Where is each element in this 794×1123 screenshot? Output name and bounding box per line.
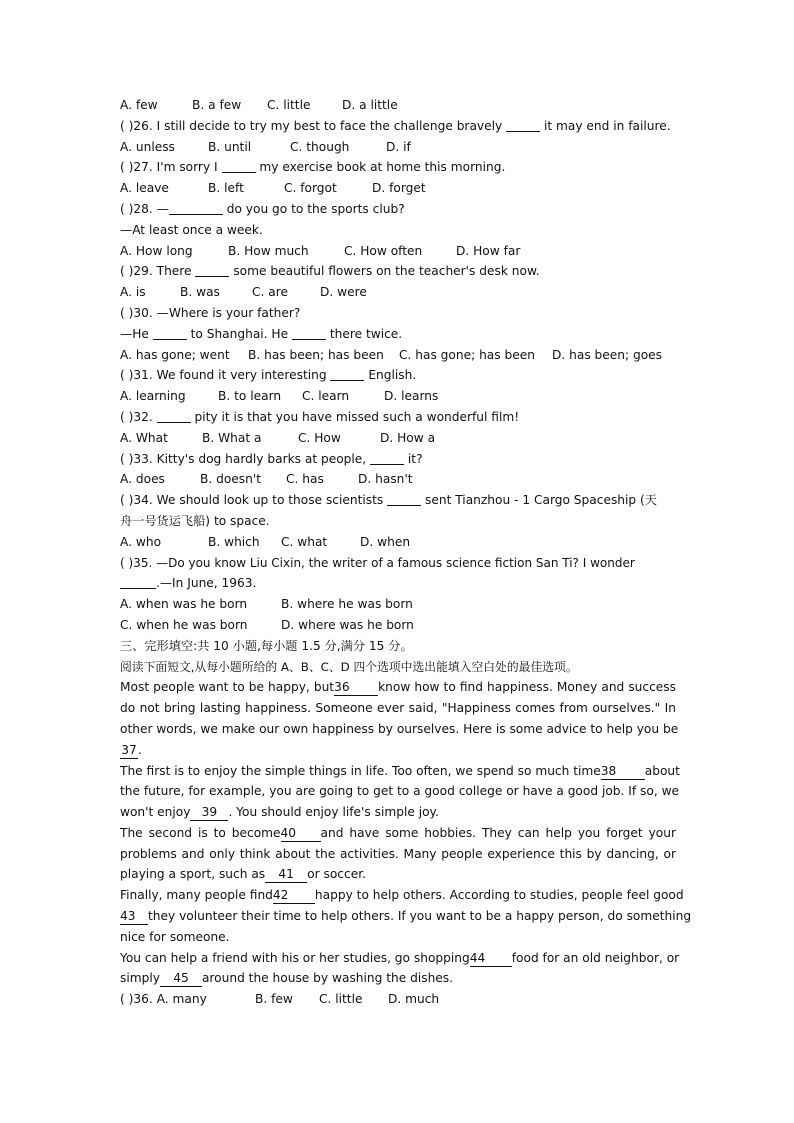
passage-text: won't enjoy bbox=[120, 805, 191, 820]
question-text: ( )31. We found it very interesting bbox=[120, 368, 327, 383]
question-31 bbox=[120, 365, 676, 386]
question-text: it may end in failure. bbox=[543, 118, 671, 133]
passage-text: know how to find happiness. Money and success bbox=[378, 680, 676, 695]
question-26 bbox=[120, 116, 676, 137]
passage-text: food for an old neighbor, or bbox=[511, 950, 680, 965]
blank-37: 37 bbox=[121, 742, 137, 757]
blank-43: 43 bbox=[120, 909, 148, 925]
answer-blank bbox=[387, 491, 421, 506]
answer-blank bbox=[153, 325, 187, 340]
blank-41: 41 bbox=[265, 867, 307, 883]
q27-options bbox=[120, 178, 676, 199]
passage-text: The second is to become bbox=[120, 825, 281, 840]
option-d: D. hasn't bbox=[358, 472, 413, 487]
answer-blank bbox=[120, 574, 156, 589]
option-a: A. when was he born bbox=[120, 597, 248, 612]
option-b: B. few bbox=[255, 992, 293, 1007]
answer-blank bbox=[195, 262, 229, 277]
question-text: —He bbox=[120, 326, 149, 341]
question-28 bbox=[120, 199, 676, 220]
question-text: there twice. bbox=[329, 326, 403, 341]
option-c: C. when he was born bbox=[120, 617, 248, 632]
passage-text: they volunteer their time to help others. If you want to be a happy person, do something bbox=[148, 909, 692, 924]
passage-text: . You should enjoy life's simple joy. bbox=[228, 805, 439, 820]
question-33 bbox=[120, 449, 676, 470]
option-c: C. learn bbox=[302, 389, 350, 404]
blank-45: 45 bbox=[160, 971, 202, 987]
question-text: .—In June, 1963. bbox=[156, 576, 257, 591]
question-36 bbox=[120, 989, 676, 1010]
answer-blank bbox=[169, 200, 223, 215]
question-text: ( )28. — bbox=[120, 201, 169, 216]
option-b: B. left bbox=[208, 181, 244, 196]
option-c: C. little bbox=[319, 992, 363, 1007]
answer-blank bbox=[506, 117, 540, 132]
option-b: B. until bbox=[208, 139, 252, 154]
passage-text: and have some hobbies. They can help you forget your bbox=[320, 825, 676, 840]
option-d: D. forget bbox=[372, 181, 426, 196]
blank-39: 39 bbox=[190, 805, 228, 821]
passage-p3-line2: problems and only think about the activities. Many people experience this by dancing, or bbox=[120, 846, 676, 861]
question-text: English. bbox=[368, 368, 417, 383]
passage-text: simply bbox=[120, 971, 160, 986]
q31-options bbox=[120, 386, 676, 407]
option-a: A. What bbox=[120, 430, 168, 445]
option-b: B. which bbox=[208, 534, 260, 549]
passage-p1-line1 bbox=[120, 677, 676, 698]
passage-p2-line2: the future, for example, you are going to get to a good college or have a good job. If so, we bbox=[120, 784, 680, 799]
passage-text: about bbox=[644, 763, 680, 778]
answer-blank bbox=[157, 408, 191, 423]
passage-p3-line1 bbox=[120, 823, 676, 844]
q34-options bbox=[120, 532, 676, 553]
q35-line2 bbox=[120, 573, 676, 594]
passage-text: . bbox=[138, 742, 142, 757]
q32-options bbox=[120, 428, 676, 449]
question-text: ( )33. Kitty's dog hardly barks at people, bbox=[120, 451, 367, 466]
passage-p1-line2: do not bring lasting happiness. Someone ever said, "Happiness comes from ourselves." In bbox=[120, 701, 676, 716]
q34-line2: 舟一号货运飞船) to space. bbox=[120, 513, 270, 528]
question-text: ( )34. We should look up to those scientists bbox=[120, 493, 384, 508]
q33-options bbox=[120, 469, 676, 490]
section-instruction: 阅读下面短文,从每小题所给的 A、B、C、D 四个选项中选出能填入空白处的最佳选项。 bbox=[120, 659, 578, 674]
passage-text: around the house by washing the dishes. bbox=[201, 971, 454, 986]
passage-p5-line1 bbox=[120, 948, 680, 969]
passage-text: playing a sport, such as bbox=[120, 867, 266, 882]
option-b: B. to learn bbox=[218, 389, 282, 404]
q30-options bbox=[120, 345, 676, 366]
question-text: ( )36. A. many bbox=[120, 992, 207, 1007]
option-d: D. if bbox=[386, 139, 411, 154]
option-b: B. a few bbox=[192, 98, 242, 112]
question-text: some beautiful flowers on the teacher's desk now. bbox=[233, 264, 540, 279]
passage-p4-line2 bbox=[120, 906, 692, 927]
option-c: C. has bbox=[286, 472, 324, 487]
option-b: B. What a bbox=[202, 430, 262, 445]
option-a: A. learning bbox=[120, 389, 186, 404]
blank-44: 44 bbox=[470, 951, 512, 967]
option-d: D. How a bbox=[380, 430, 436, 445]
question-text: to Shanghai. He bbox=[190, 326, 289, 341]
option-b: B. How much bbox=[228, 243, 309, 258]
passage-p2-line1 bbox=[120, 761, 680, 782]
option-a: A. few bbox=[120, 98, 158, 112]
question-text: ( )26. I still decide to try my best to face the challenge bravely bbox=[120, 118, 503, 133]
question-text: sent Tianzhou - 1 Cargo Spaceship (天 bbox=[425, 493, 657, 508]
question-32 bbox=[120, 407, 676, 428]
answer-blank bbox=[222, 158, 256, 173]
question-text: ( )35. —Do you know Liu Cixin, the writer of a famous science fiction San Ti? I wonder bbox=[120, 555, 635, 570]
passage-text: The first is to enjoy the simple things in life. Too often, we spend so much time bbox=[120, 763, 601, 778]
section-title: 三、完形填空:共 10 小题,每小题 1.5 分,满分 15 分。 bbox=[120, 638, 413, 653]
exam-page bbox=[120, 95, 692, 1010]
passage-p1-line3: other words, we make our own happiness by ourselves. Here is some advice to help you be bbox=[120, 721, 679, 736]
option-c: C. little bbox=[267, 98, 311, 112]
passage-text: or soccer. bbox=[307, 867, 366, 882]
passage-text: You can help a friend with his or her studies, go shopping bbox=[120, 950, 470, 965]
option-c: C. How often bbox=[344, 243, 423, 258]
q26-options bbox=[120, 137, 676, 158]
question-34 bbox=[120, 490, 676, 511]
blank-36: 36 bbox=[334, 680, 378, 696]
question-35 bbox=[120, 553, 676, 574]
q35-options-row1 bbox=[120, 594, 676, 615]
passage-p4-line3: nice for someone. bbox=[120, 929, 230, 944]
answer-blank bbox=[330, 366, 364, 381]
option-d: D. were bbox=[320, 285, 367, 300]
q25-options bbox=[120, 95, 676, 116]
option-a: A. who bbox=[120, 534, 162, 549]
passage-text: Most people want to be happy, but bbox=[120, 680, 335, 695]
question-text: ( )27. I'm sorry I bbox=[120, 160, 218, 175]
option-a: A. has gone; went bbox=[120, 347, 230, 362]
blank-38: 38 bbox=[601, 764, 645, 780]
q35-options-row2 bbox=[120, 615, 676, 636]
option-b: B. doesn't bbox=[200, 472, 262, 487]
option-b: B. was bbox=[180, 285, 220, 300]
blank-42: 42 bbox=[273, 888, 315, 904]
passage-text: happy to help others. According to studies, people feel good bbox=[314, 888, 684, 903]
option-a: A. unless bbox=[120, 139, 175, 154]
question-text: ( )29. There bbox=[120, 264, 192, 279]
option-c: C. forgot bbox=[284, 181, 337, 196]
option-c: C. How bbox=[298, 430, 341, 445]
option-b: B. has been; has been bbox=[248, 347, 384, 362]
option-c: C. what bbox=[281, 534, 328, 549]
q29-options bbox=[120, 282, 676, 303]
question-30: ( )30. —Where is your father? bbox=[120, 305, 301, 320]
option-a: A. leave bbox=[120, 181, 169, 196]
passage-text: Finally, many people find bbox=[120, 888, 273, 903]
question-text: my exercise book at home this morning. bbox=[259, 160, 506, 175]
option-d: D. has been; goes bbox=[552, 347, 663, 362]
option-b: B. where he was born bbox=[281, 597, 413, 612]
question-text: pity it is that you have missed such a wonderful film! bbox=[194, 409, 520, 424]
option-d: D. How far bbox=[456, 243, 521, 258]
passage-p4-line1 bbox=[120, 885, 684, 906]
passage-p3-line3 bbox=[120, 864, 676, 885]
question-text: it? bbox=[407, 451, 423, 466]
answer-blank bbox=[370, 450, 404, 465]
question-27 bbox=[120, 157, 676, 178]
option-c: C. though bbox=[290, 139, 350, 154]
option-a: A. is bbox=[120, 285, 146, 300]
q28-options bbox=[120, 241, 676, 262]
option-d: D. much bbox=[388, 992, 440, 1007]
option-a: A. How long bbox=[120, 243, 193, 258]
option-d: D. a little bbox=[342, 98, 398, 112]
blank-40: 40 bbox=[281, 826, 321, 842]
option-d: D. where was he born bbox=[281, 617, 414, 632]
option-a: A. does bbox=[120, 472, 165, 487]
option-d: D. when bbox=[360, 534, 411, 549]
question-text: do you go to the sports club? bbox=[226, 201, 405, 216]
option-c: C. has gone; has been bbox=[399, 347, 535, 362]
question-29 bbox=[120, 261, 676, 282]
passage-p5-line2 bbox=[120, 968, 676, 989]
passage-p2-line3 bbox=[120, 802, 676, 823]
q30-line2 bbox=[120, 324, 676, 345]
question-text: ( )32. bbox=[120, 409, 153, 424]
q28-answer-line: —At least once a week. bbox=[120, 222, 263, 237]
option-d: D. learns bbox=[384, 389, 439, 404]
option-c: C. are bbox=[252, 285, 288, 300]
passage-p1-line4 bbox=[120, 740, 676, 761]
answer-blank bbox=[292, 325, 326, 340]
